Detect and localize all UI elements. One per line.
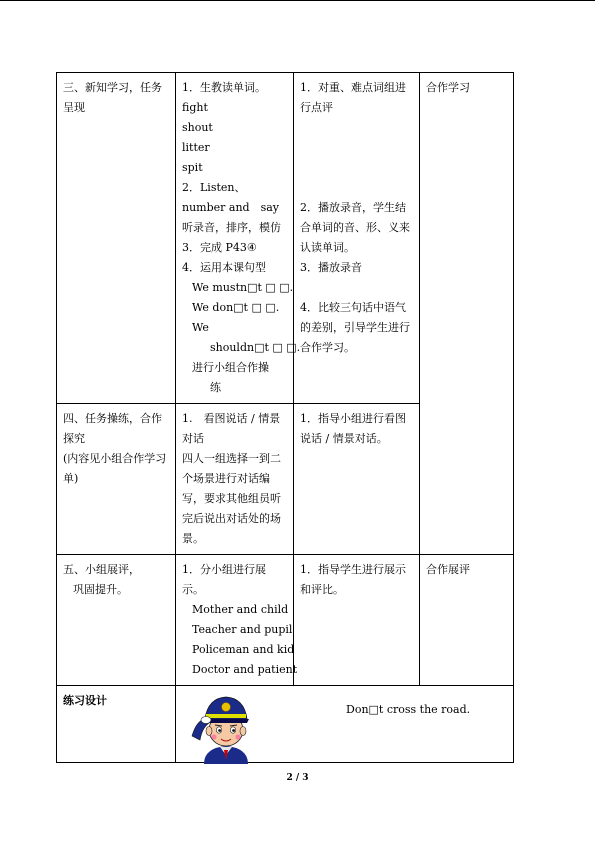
stage-label: 巩固提升。: [73, 583, 128, 596]
content-line: 3．完成 P43④: [182, 241, 257, 254]
page-number: 2 / 3: [286, 773, 309, 783]
spacer: [300, 138, 413, 158]
exercise-text: Don□t cross the road.: [346, 703, 471, 716]
stage-label: 四、任务操练，合作探究: [63, 412, 162, 445]
table-row: [57, 73, 514, 404]
method-label: 合作学习: [426, 81, 470, 94]
spacer: [300, 158, 413, 178]
exercise-label-cell: [57, 686, 176, 763]
pair-item: Teacher and pupil: [192, 623, 293, 636]
vocab-word: shout: [182, 121, 213, 134]
content-cell: [176, 73, 301, 404]
sentence-pattern: We don□t □ □.: [192, 301, 280, 314]
vocab-word: spit: [182, 161, 203, 174]
police-officer-saluting-icon: [190, 692, 262, 764]
spacer: [300, 178, 413, 198]
stage-note: (内容见小组合作学习单): [63, 452, 167, 485]
top-rule: [0, 0, 595, 1]
teacher-line: 4．比较三句话中语气的差别，引导学生进行合作学习。: [300, 301, 410, 354]
pair-item: Doctor and patient: [192, 663, 298, 676]
content-line: 4．运用本课句型: [182, 261, 266, 274]
content-cell: [176, 404, 294, 555]
stage-label: 五、小组展评，: [63, 563, 140, 576]
spacer: [300, 278, 413, 298]
content-line: 四人一组选择一到二个场景进行对话编写，要求其他组员听完后说出对话处的场景。: [182, 452, 281, 545]
content-cell: [176, 555, 298, 686]
teacher-line: 1．指导学生进行展示和评比。: [300, 563, 406, 596]
spacer: [300, 118, 413, 138]
content-line: 练: [210, 381, 221, 394]
content-line: 1. 看图说话 / 情景对话: [182, 412, 281, 445]
stage-cell: [57, 555, 176, 686]
stage-label: 三、新知学习，任务呈现: [63, 81, 162, 114]
method-cell: [420, 555, 514, 686]
teacher-line: 2．播放录音，学生结合单词的音、形、义来认读单词。: [300, 201, 410, 254]
sentence-pattern: shouldn□t □ □.: [210, 341, 301, 354]
sentence-pattern: We: [192, 321, 209, 334]
stage-cell: [57, 73, 176, 404]
table-row: [57, 555, 514, 686]
teacher-cell: [294, 555, 420, 686]
lesson-plan-table: [56, 72, 514, 763]
pair-item: Mother and child: [192, 603, 289, 616]
teacher-cell: [294, 73, 420, 404]
method-cell: [420, 73, 514, 555]
teacher-cell: [294, 404, 420, 555]
vocab-word: fight: [182, 101, 208, 114]
stage-cell: [57, 404, 176, 555]
method-label: 合作展评: [426, 563, 470, 576]
sentence-pattern: We mustn□t □ □.: [192, 281, 294, 294]
teacher-line: 1．对重、难点词组进行点评: [300, 81, 406, 114]
teacher-line: 3．播放录音: [300, 261, 362, 274]
exercise-label: 练习设计: [63, 694, 107, 707]
pair-item: Policeman and kid: [192, 643, 295, 656]
content-line: 进行小组合作操: [192, 361, 269, 374]
table-row: [57, 686, 514, 763]
content-line: 1．生教读单词。: [182, 81, 266, 94]
teacher-line: 1．指导小组进行看图说话 / 情景对话。: [300, 412, 406, 445]
exercise-cell: [176, 686, 514, 763]
content-line: 1．分小组进行展示。: [182, 563, 266, 596]
content-line: 2．Listen、number and say 听录音，排序，模仿: [182, 181, 281, 234]
vocab-word: litter: [182, 141, 210, 154]
